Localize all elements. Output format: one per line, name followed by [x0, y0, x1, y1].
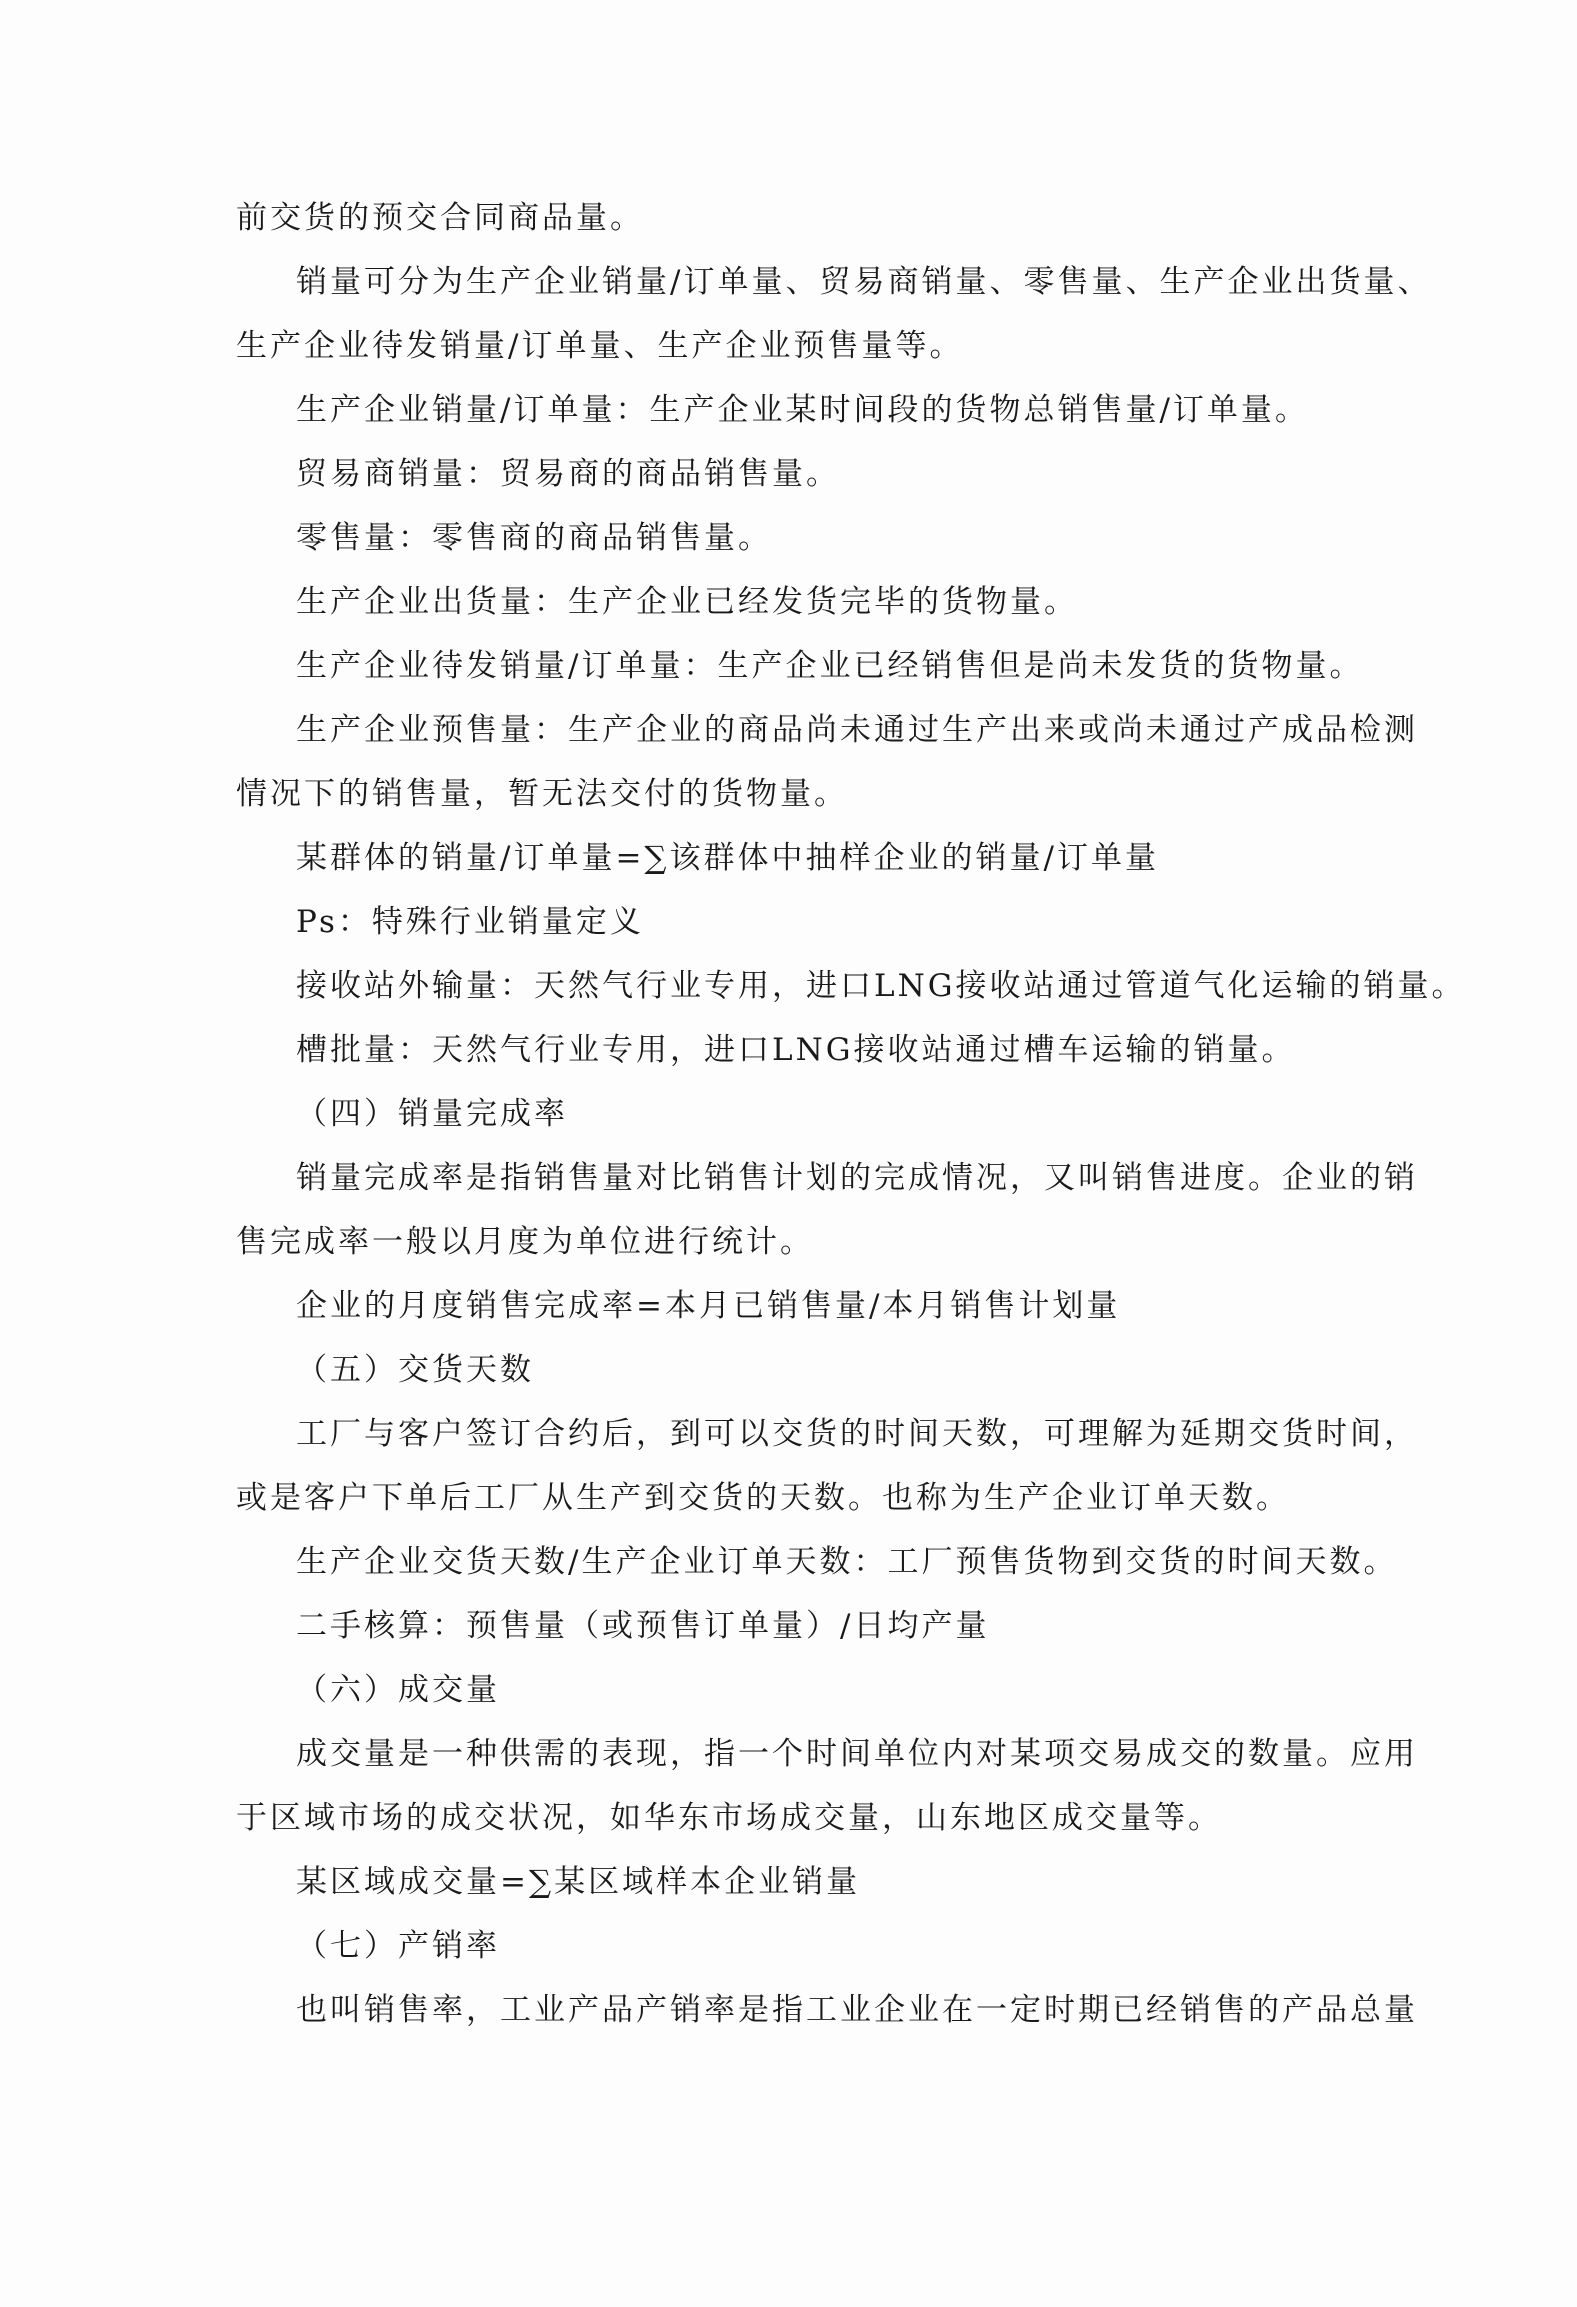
- text-line: 生产企业待发销量/订单量、生产企业预售量等。: [236, 328, 964, 364]
- text-line: 槽批量：天然气行业专用，进口LNG接收站通过槽车运输的销量。: [296, 1032, 1296, 1068]
- text-line: 生产企业待发销量/订单量：生产企业已经销售但是尚未发货的货物量。: [296, 648, 1364, 684]
- text-line: 于区域市场的成交状况，如华东市场成交量，山东地区成交量等。: [236, 1800, 1222, 1836]
- document-body: [236, 186, 1466, 2042]
- formula-line: 企业的月度销售完成率=本月已销售量/本月销售计划量: [296, 1288, 1121, 1324]
- text-line: 接收站外输量：天然气行业专用，进口LNG接收站通过管道气化运输的销量。: [296, 968, 1466, 1004]
- text-line: 生产企业出货量：生产企业已经发货完毕的货物量。: [296, 584, 1078, 620]
- text-line: 生产企业交货天数/生产企业订单天数：工厂预售货物到交货的时间天数。: [296, 1544, 1398, 1580]
- section-heading: （六）成交量: [296, 1672, 500, 1708]
- text-line: 也叫销售率，工业产品产销率是指工业企业在一定时期已经销售的产品总量: [296, 1992, 1418, 2028]
- text-line: 情况下的销售量，暂无法交付的货物量。: [236, 776, 848, 812]
- text-line: 销量可分为生产企业销量/订单量、贸易商销量、零售量、生产企业出货量、: [296, 264, 1432, 300]
- text-line: 生产企业销量/订单量：生产企业某时间段的货物总销售量/订单量。: [296, 392, 1309, 428]
- section-heading: （四）销量完成率: [296, 1096, 568, 1132]
- text-line: Ps：特殊行业销量定义: [296, 904, 644, 940]
- text-line: 销量完成率是指销售量对比销售计划的完成情况，又叫销售进度。企业的销: [296, 1160, 1418, 1196]
- text-line: 前交货的预交合同商品量。: [236, 200, 644, 236]
- text-line: 生产企业预售量：生产企业的商品尚未通过生产出来或尚未通过产成品检测: [296, 712, 1418, 748]
- formula-line: 某区域成交量=∑某区域样本企业销量: [296, 1864, 861, 1900]
- text-line: 零售量：零售商的商品销售量。: [296, 520, 772, 556]
- formula-line: 二手核算：预售量（或预售订单量）/日均产量: [296, 1608, 990, 1644]
- text-line: 工厂与客户签订合约后，到可以交货的时间天数，可理解为延期交货时间，: [296, 1416, 1418, 1452]
- text-line: 售完成率一般以月度为单位进行统计。: [236, 1224, 814, 1260]
- section-heading: （五）交货天数: [296, 1352, 534, 1388]
- text-line: 贸易商销量：贸易商的商品销售量。: [296, 456, 840, 492]
- text-line: 成交量是一种供需的表现，指一个时间单位内对某项交易成交的数量。应用: [296, 1736, 1418, 1772]
- section-heading: （七）产销率: [296, 1928, 500, 1964]
- formula-line: 某群体的销量/订单量=∑该群体中抽样企业的销量/订单量: [296, 840, 1159, 876]
- text-line: 或是客户下单后工厂从生产到交货的天数。也称为生产企业订单天数。: [236, 1480, 1290, 1516]
